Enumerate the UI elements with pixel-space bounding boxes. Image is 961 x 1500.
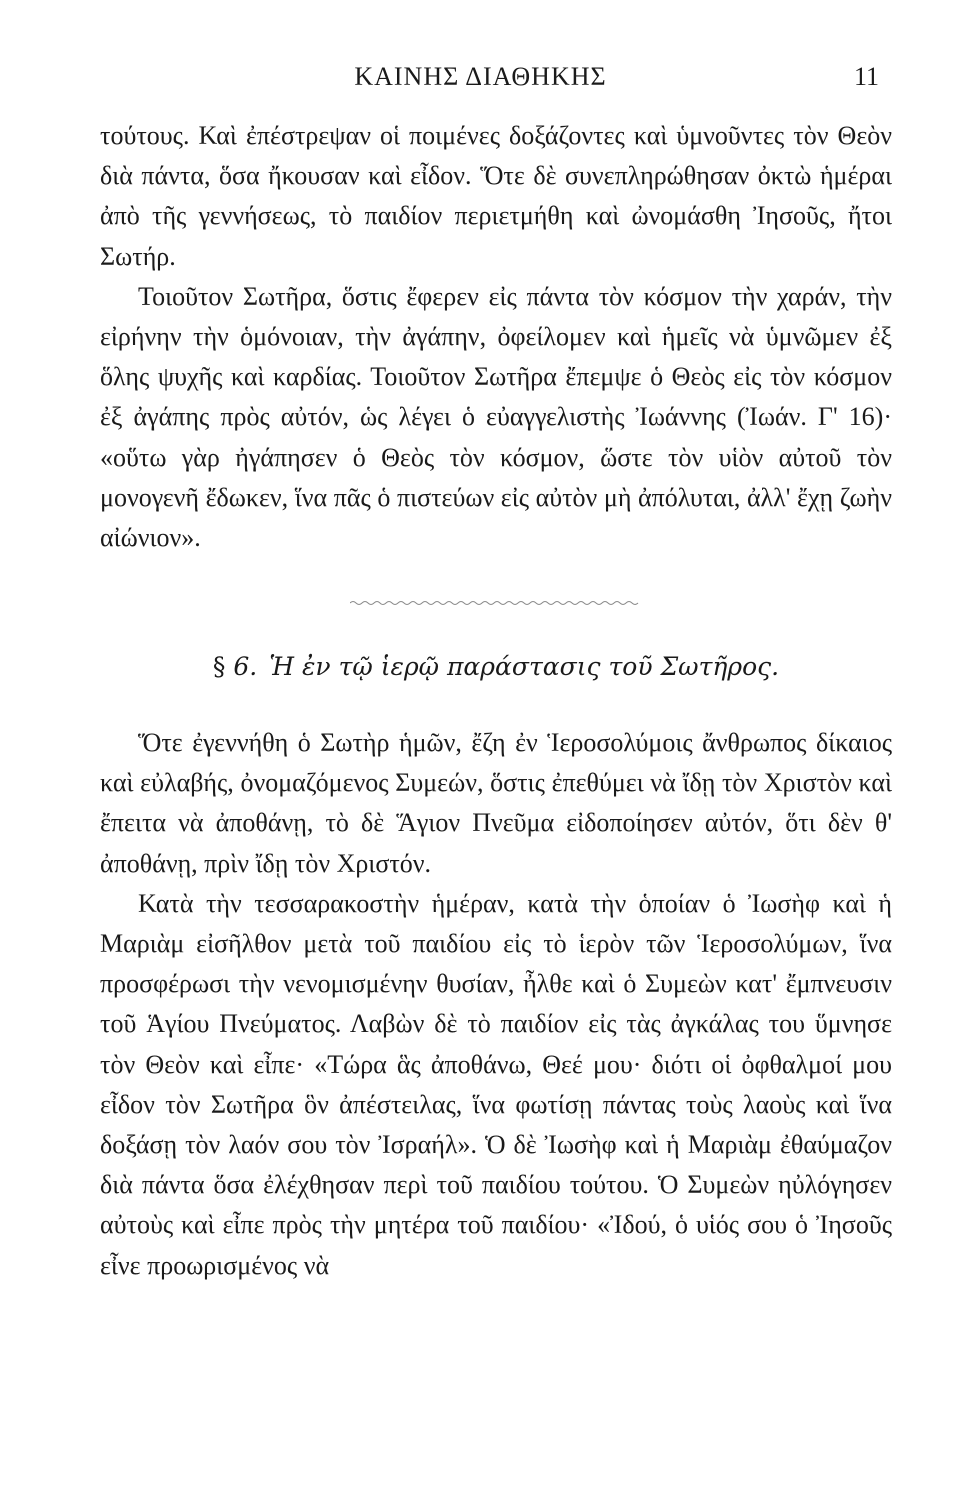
text-block-top — [100, 116, 892, 558]
section-title: Ἡ ἐν τῷ ἱερῷ παράστασις τοῦ Σωτῆρος. — [269, 652, 780, 681]
paragraph: Ὅτε ἐγεννήθη ὁ Σωτὴρ ἡμῶν, ἔζη ἐν Ἱεροσολύμοις ἄνθρωπος δίκαιος καὶ εὐλαβής, ὀνομαζόμενος Συμεών, ὅστις ἐπεθύμει νὰ ἴδῃ τὸν Χριστὸν καὶ ἔπειτα νὰ ἀποθάνῃ, τὸ δὲ Ἅγιον Πνεῦμα εἰδοποίησεν αὐτόν, ὅτι δὲν θ' ἀποθάνῃ, πρὶν ἴδῃ τὸν Χριστόν. — [100, 728, 892, 878]
section-heading — [100, 652, 892, 681]
running-title: ΚΑΙΝΗΣ ΔΙΑΘΗΚΗΣ — [354, 62, 607, 91]
page-number: 11 — [853, 62, 879, 91]
paragraph: Κατὰ τὴν τεσσαρακοστὴν ἡμέραν, κατὰ τὴν ὁποίαν ὁ Ἰωσὴφ καὶ ἡ Μαριὰμ εἰσῆλθον μετὰ τοῦ παιδίου εἰς τὸ ἱερὸν τῶν Ἱεροσολύμων, ἵνα προσφέρωσι τὴν νενομισμένην θυσίαν, ἦλθε καὶ ὁ Συμεὼν κατ' ἔμπνευσιν τοῦ Ἁγίου Πνεύματος. Λαβὼν δὲ τὸ παιδίον εἰς τὰς ἀγκάλας του ὕμνησε τὸν Θεὸν καὶ εἶπε· «Τώρα ἃς ἀποθάνω, Θεέ μου· διότι οἱ ὀφθαλμοί μου εἶδον τὸν Σωτῆρα ὃν ἀπέστειλας, ἵνα φωτίσῃ πάντας τοὺς λαοὺς καὶ ἵνα δοξάσῃ τὸν λαόν σου τὸν Ἰσραήλ». Ὁ δὲ Ἰωσὴφ καὶ ἡ Μαριὰμ ἐθαύμαζον διὰ πάντα ὅσα ἐλέχθησαν περὶ τοῦ παιδίου τούτου. Ὁ Συμεὼν ηὐλόγησεν αὐτοὺς καὶ εἶπε πρὸς τὴν μητέρα τοῦ παιδίου· «Ἰδού, ὁ υἱός σου ὁ Ἰησοῦς εἶνε προωρισμένος νὰ — [100, 888, 892, 1280]
running-head — [0, 62, 961, 98]
paragraph: Τοιοῦτον Σωτῆρα, ὅστις ἔφερεν εἰς πάντα τὸν κόσμον τὴν χαράν, τὴν εἰρήνην τὴν ὁμόνοιαν, τὴν ἀγάπην, ὀφείλομεν καὶ ἡμεῖς νὰ ὑμνῶμεν ἐξ ὅλης ψυχῆς καὶ καρδίας. Τοιοῦτον Σωτῆρα ἔπεμψε ὁ Θεὸς εἰς τὸν κόσμον ἐξ ἀγάπης πρὸς αὐτόν, ὡς λέγει ὁ εὐαγγελιστὴς Ἰωάννης (Ἰωάν. Γ' 16)· «οὕτω γὰρ ἠγάπησεν ὁ Θεὸς τὸν κόσμον, ὥστε τὸν υἱὸν αὐτοῦ τὸν μονογενῆ ἔδωκεν, ἵνα πᾶς ὁ πιστεύων εἰς αὐτὸν μὴ ἀπόλυται, ἀλλ' ἔχῃ ζωὴν αἰώνιον». — [100, 281, 892, 553]
section-number: 6. — [233, 652, 258, 681]
section-sign: § — [212, 652, 226, 681]
ornamental-divider — [350, 598, 640, 608]
text-block-bottom — [100, 723, 892, 1286]
paragraph-continuation: τούτους. Καὶ ἐπέστρεψαν οἱ ποιμένες δοξάζοντες καὶ ὑμνοῦντες τὸν Θεὸν διὰ πάντα, ὅσα ἤκουσαν καὶ εἶδον. Ὅτε δὲ συνεπληρώθησαν ὀκτὼ ἡμέραι ἀπὸ τῆς γεννήσεως, τὸ παιδίον περιετμήθη καὶ ὠνομάσθη Ἰησοῦς, ἤτοι Σωτήρ. — [100, 121, 892, 271]
